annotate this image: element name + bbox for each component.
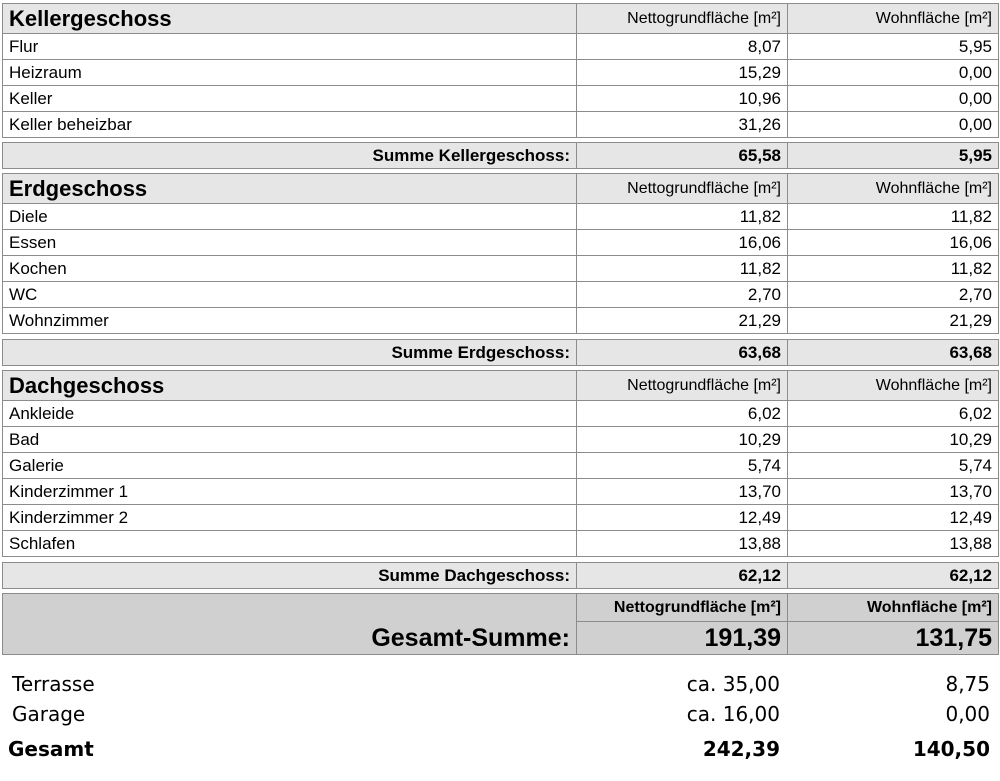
room-wf: 11,82 — [788, 256, 999, 282]
room-name: Schlafen — [3, 531, 577, 557]
total-header-ngf: Nettogrundfläche [m²] — [577, 594, 788, 622]
total-wf: 131,75 — [788, 622, 999, 655]
room-ngf: 12,49 — [577, 505, 788, 531]
table-row — [3, 479, 999, 505]
table-row — [3, 60, 999, 86]
sum-ngf: 63,68 — [577, 340, 788, 366]
total-header-row — [3, 594, 999, 622]
room-wf: 16,06 — [788, 230, 999, 256]
room-wf: 2,70 — [788, 282, 999, 308]
sum-ngf: 62,12 — [577, 563, 788, 589]
room-ngf: 5,74 — [577, 453, 788, 479]
room-ngf: 15,29 — [577, 60, 788, 86]
room-wf: 21,29 — [788, 308, 999, 334]
dachgeschoss-table — [2, 370, 999, 557]
room-name: Heizraum — [3, 60, 577, 86]
room-name: Diele — [3, 204, 577, 230]
room-name: Kinderzimmer 1 — [3, 479, 577, 505]
room-wf: 0,00 — [788, 60, 999, 86]
total-table — [2, 593, 999, 655]
room-wf: 10,29 — [788, 427, 999, 453]
table-row — [3, 230, 999, 256]
room-wf: 6,02 — [788, 401, 999, 427]
room-ngf: 10,29 — [577, 427, 788, 453]
room-name: Keller — [3, 86, 577, 112]
table-row — [3, 531, 999, 557]
column-header-wf: Wohnfläche [m²] — [788, 4, 999, 34]
sum-row — [3, 563, 999, 589]
dachgeschoss-sum-table — [2, 562, 999, 589]
section-header — [3, 371, 999, 401]
room-name: Ankleide — [3, 401, 577, 427]
room-name: WC — [3, 282, 577, 308]
room-name: Keller beheizbar — [3, 112, 577, 138]
section-title: Erdgeschoss — [3, 174, 577, 204]
total-spacer — [3, 594, 577, 622]
room-ngf: 31,26 — [577, 112, 788, 138]
column-header-ngf: Nettogrundfläche [m²] — [577, 4, 788, 34]
extra-name: Terrasse — [12, 672, 95, 696]
table-row — [3, 282, 999, 308]
room-name: Wohnzimmer — [3, 308, 577, 334]
grand-total-wf: 140,50 — [912, 737, 990, 761]
grand-total-ngf: 242,39 — [702, 737, 780, 761]
column-header-ngf: Nettogrundfläche [m²] — [577, 174, 788, 204]
erdgeschoss-sum-table — [2, 339, 999, 366]
column-header-wf: Wohnfläche [m²] — [788, 174, 999, 204]
room-name: Bad — [3, 427, 577, 453]
sum-label: Summe Dachgeschoss: — [3, 563, 577, 589]
room-ngf: 13,70 — [577, 479, 788, 505]
sum-label: Summe Kellergeschoss: — [3, 143, 577, 169]
table-row — [3, 505, 999, 531]
room-wf: 12,49 — [788, 505, 999, 531]
room-name: Flur — [3, 34, 577, 60]
section-header — [3, 174, 999, 204]
room-wf: 0,00 — [788, 112, 999, 138]
sum-row — [3, 340, 999, 366]
room-ngf: 13,88 — [577, 531, 788, 557]
table-row — [3, 256, 999, 282]
sum-row — [3, 143, 999, 169]
room-name: Galerie — [3, 453, 577, 479]
total-value-row — [3, 622, 999, 655]
room-ngf: 16,06 — [577, 230, 788, 256]
extra-wf: 8,75 — [945, 672, 990, 696]
extra-ngf: ca. 16,00 — [686, 702, 780, 726]
column-header-ngf: Nettogrundfläche [m²] — [577, 371, 788, 401]
section-title: Kellergeschoss — [3, 4, 577, 34]
room-wf: 11,82 — [788, 204, 999, 230]
room-ngf: 11,82 — [577, 256, 788, 282]
room-wf: 0,00 — [788, 86, 999, 112]
table-row — [3, 86, 999, 112]
sum-label: Summe Erdgeschoss: — [3, 340, 577, 366]
section-header — [3, 4, 999, 34]
room-ngf: 10,96 — [577, 86, 788, 112]
kellergeschoss-sum-table — [2, 142, 999, 169]
extra-name: Garage — [12, 702, 86, 726]
sum-ngf: 65,58 — [577, 143, 788, 169]
table-row — [3, 453, 999, 479]
table-row — [3, 112, 999, 138]
room-ngf: 6,02 — [577, 401, 788, 427]
total-label: Gesamt-Summe: — [3, 622, 577, 655]
room-wf: 13,88 — [788, 531, 999, 557]
extra-wf: 0,00 — [945, 702, 990, 726]
room-wf: 5,74 — [788, 453, 999, 479]
room-name: Kochen — [3, 256, 577, 282]
table-row — [3, 308, 999, 334]
room-name: Kinderzimmer 2 — [3, 505, 577, 531]
section-title: Dachgeschoss — [3, 371, 577, 401]
room-ngf: 11,82 — [577, 204, 788, 230]
table-row — [3, 427, 999, 453]
column-header-wf: Wohnfläche [m²] — [788, 371, 999, 401]
room-ngf: 2,70 — [577, 282, 788, 308]
room-ngf: 21,29 — [577, 308, 788, 334]
room-wf: 5,95 — [788, 34, 999, 60]
sum-wf: 63,68 — [788, 340, 999, 366]
sum-wf: 62,12 — [788, 563, 999, 589]
room-ngf: 8,07 — [577, 34, 788, 60]
total-header-wf: Wohnfläche [m²] — [788, 594, 999, 622]
total-ngf: 191,39 — [577, 622, 788, 655]
sum-wf: 5,95 — [788, 143, 999, 169]
table-row — [3, 204, 999, 230]
kellergeschoss-table — [2, 3, 999, 138]
table-row — [3, 401, 999, 427]
room-name: Essen — [3, 230, 577, 256]
extra-ngf: ca. 35,00 — [686, 672, 780, 696]
table-row — [3, 34, 999, 60]
erdgeschoss-table — [2, 173, 999, 334]
room-wf: 13,70 — [788, 479, 999, 505]
grand-total-label: Gesamt — [8, 737, 94, 761]
